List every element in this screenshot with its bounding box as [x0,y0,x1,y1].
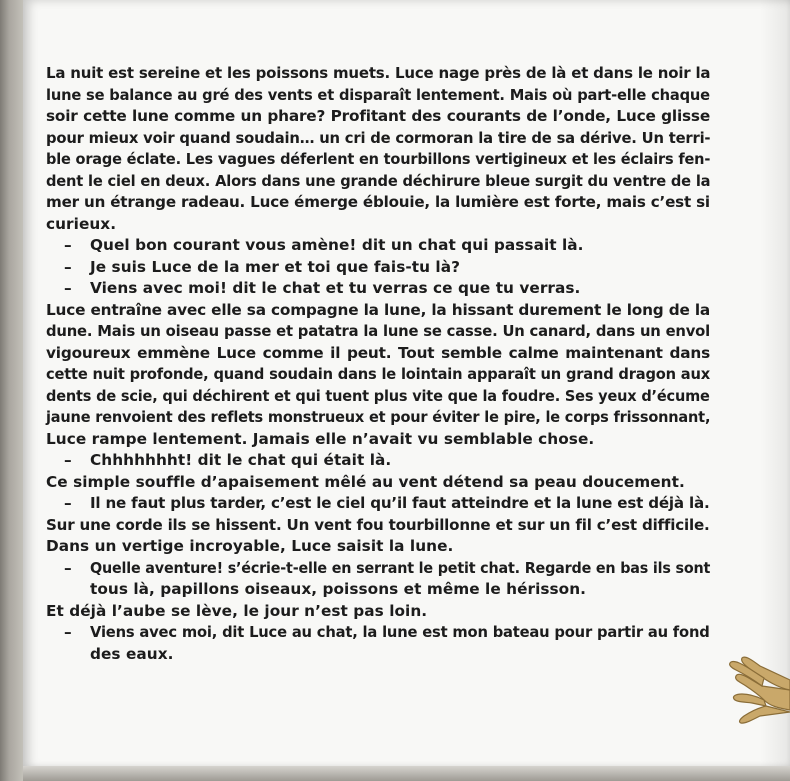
dialogue-dash: – [64,623,72,641]
line-text: Dans un vertige incroyable, Luce saisit la lune. [46,537,454,555]
line-text: La nuit est sereine et les poissons muets. Luce nage près de là et dans le noir la [46,64,711,82]
line-text: Luce rampe lentement. Jamais elle n’avait vu semblable chose. [46,429,595,448]
text-line [46,601,710,623]
text-line [46,429,710,451]
dialogue-dash: – [64,558,72,577]
text-line [46,300,710,322]
text-line [46,450,710,472]
text-line [46,622,710,644]
text-line [46,579,710,601]
golden-hand-icon [718,650,790,730]
dialogue-dash: – [64,279,72,297]
line-text: ble orage éclate. Les vagues déferlent en tourbillons vertigineux et les éclairs fen- [46,150,711,168]
line-text: Ce simple souffle d’apaisement mêlé au vent détend sa peau doucement. [46,472,685,491]
text-line [46,493,710,515]
line-text: Viens avec moi! dit le chat et tu verras ce que tu verras. [90,279,581,297]
text-line [46,644,710,666]
text-line [46,192,710,214]
line-text: dents de scie, qui déchirent et qui tuent plus vite que la foudre. Ses yeux d’écume [46,386,710,405]
line-text: pour mieux voir quand soudain… un cri de cormoran la tire de sa dérive. Un terri- [46,128,711,147]
line-text: dent le ciel en deux. Alors dans une grande déchirure bleue surgit du ventre de la [46,171,711,190]
text-line [46,235,710,257]
text-line [46,343,710,365]
line-text: Viens avec moi, dit Luce au chat, la lune est mon bateau pour partir au fond [90,623,710,641]
line-text: dune. Mais un oiseau passe et patatra la lune se casse. Un canard, dans un envol [46,322,711,340]
line-text: Il ne faut plus tarder, c’est le ciel qu’il faut atteindre et la lune est déjà là. [90,494,710,512]
text-line [46,558,710,580]
line-text: Chhhhhhht! dit le chat qui était là. [90,451,392,469]
dialogue-dash: – [64,236,72,254]
line-text: Je suis Luce de la mer et toi que fais-tu là? [90,257,461,276]
text-line [46,106,710,128]
page-text [46,63,710,665]
dialogue-dash: – [64,257,72,276]
text-line [46,472,710,494]
text-line [46,321,710,343]
line-text: jaune renvoient des reflets monstrueux et pour éviter le pire, le corps frissonnant, [46,408,711,426]
text-line [46,149,710,171]
line-text: vigoureux emmène Luce comme il peut. Tout semble calme maintenant dans [46,343,710,362]
line-text: soir cette lune comme un phare? Profitant des courants de l’onde, Luce glisse [46,107,710,125]
page-bottom-edge [23,766,790,781]
text-line [46,407,710,429]
line-text: lune se balance au gré des vents et disparaît lentement. Mais où part-elle chaque [46,85,710,104]
line-text: tous là, papillons oiseaux, poissons et même le hérisson. [90,580,587,598]
dialogue-dash: – [64,494,72,512]
text-line [46,85,710,107]
text-line [46,386,710,408]
line-text: Quel bon courant vous amène! dit un chat qui passait là. [90,236,584,254]
line-text: Quelle aventure! s’écrie-t-elle en serrant le petit chat. Regarde en bas ils sont [90,558,711,577]
text-line [46,63,710,85]
line-text: Luce entraîne avec elle sa compagne la lune, la hissant durement le long de la [46,300,710,319]
line-text: Et déjà l’aube se lève, le jour n’est pas loin. [46,601,428,620]
line-text: mer un étrange radeau. Luce émerge éblouie, la lumière est forte, mais c’est si [46,193,710,211]
text-line [46,128,710,150]
text-line [46,171,710,193]
line-text: cette nuit profonde, quand soudain dans le lointain apparaît un grand dragon aux [46,365,711,383]
text-line [46,278,710,300]
dialogue-dash: – [64,451,72,469]
line-text: des eaux. [90,644,174,663]
line-text: Sur une corde ils se hissent. Un vent fou tourbillonne et sur un fil c’est difficile. [46,515,710,534]
line-text: curieux. [46,214,117,233]
text-line [46,364,710,386]
text-line [46,257,710,279]
text-line [46,214,710,236]
text-line [46,515,710,537]
text-line [46,536,710,558]
